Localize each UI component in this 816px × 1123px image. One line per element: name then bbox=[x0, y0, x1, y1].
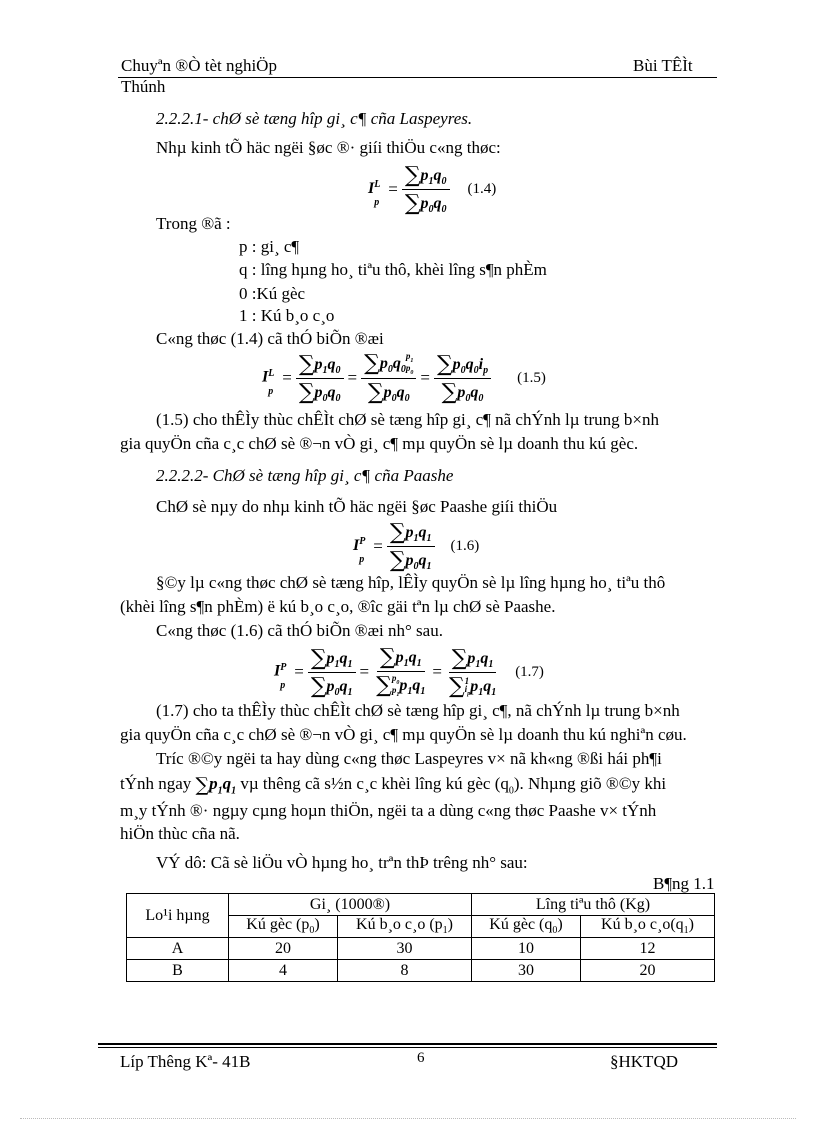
formula-1-6-transform-intro: C«ng thøc (1.6) cã thÓ biÕn ®æi nh° sau. bbox=[156, 621, 443, 640]
footer-rule-thin bbox=[98, 1047, 717, 1048]
equation-1-5: I L p = $\frac{\sum p_1q_0}{\sum p_0q_0}$ = $\sum p_0q_0$ $p_1$ $p_0$ $\sum p_0q_0$ = $\frac{\sum p_0q_0i_p}{\sum p_0q_0}$ (1.5) bbox=[262, 350, 546, 406]
trong-do-label: Trong ®ã : bbox=[156, 214, 231, 233]
example-intro: VÝ dô: Cã sè liÖu vÒ hµng ho¸ trªn thÞ trêng nh° sau: bbox=[156, 853, 528, 872]
history-paragraph-line2-start: tÝnh ngay bbox=[120, 774, 192, 793]
equation-1-4-number: (1.4) bbox=[467, 181, 497, 197]
header-price-group: Gi¸ (1000®) bbox=[229, 894, 472, 916]
table-row bbox=[127, 938, 715, 960]
footer-rule-thick bbox=[98, 1043, 717, 1045]
equation-1-7: I P p = $\frac{\sum p_1q_1}{\sum p_0q_1}$ = $\sum p_1q_1$ ∑ $p_0$ $p_1$ $p_1q_1$ = $\sum p_1q_1$ ∑ 1 $i_p$ $p_1q_1$ (1.7) bbox=[274, 645, 544, 699]
definition-q: q : lîng hµng ho¸ tiªu thô, khèi lîng s¶n phÈm bbox=[239, 260, 547, 279]
history-paragraph-line3: m¸y tÝnh ®· ngµy cµng hoµn thiÖn, ngëi ta a dùng c«ng thøc Paashe v× tÝnh bbox=[120, 801, 657, 820]
history-paragraph-line1: Tríc ®©y ngëi ta hay dùng c«ng thøc Laspeyres v× nã kh«ng ®ßi hái ph¶i bbox=[156, 749, 662, 768]
table-row bbox=[127, 960, 715, 982]
row-b-item: B bbox=[127, 960, 229, 982]
paragraph-1-7-line2: gia quyÖn cña c¸c chØ sè ®¬n vÒ gi¸ c¶ mµ quyÖn sè lµ doanh thu kú nghiªn cøu. bbox=[120, 725, 687, 744]
header-title: Chuyªn ®Ò tèt nghiÖp bbox=[121, 56, 277, 75]
header-author-continuation: Thúnh bbox=[121, 77, 166, 96]
paashe-intro: ChØ sè nµy do nhµ kinh tÕ häc ngëi §øc Paashe giíi thiÖu bbox=[156, 497, 558, 516]
header-item: Lo¹i hµng bbox=[127, 894, 229, 938]
paashe-paragraph-line1: §©y lµ c«ng thøc chØ sè tæng hîp, lÊÌy quyÖn sè lµ lîng hµng ho¸ tiªu thô bbox=[156, 573, 666, 592]
price-quantity-table bbox=[126, 893, 715, 982]
subscript-0: 0 bbox=[508, 785, 514, 797]
row-a-p1: 30 bbox=[338, 938, 472, 960]
footer-university: §HKTQD bbox=[610, 1052, 678, 1071]
history-paragraph-line2 bbox=[120, 773, 666, 802]
history-paragraph-line2-end: ). Nhµng giõ ®©y khi bbox=[513, 774, 667, 793]
equation-1-5-number: (1.5) bbox=[517, 369, 546, 386]
page-number: 6 bbox=[417, 1050, 425, 1066]
equation-1-4-fraction: $\frac{\sum p_1q_0}{\sum p_0q_0}$ bbox=[402, 163, 450, 216]
equation-1-6-number: (1.6) bbox=[450, 538, 480, 554]
row-a-q1: 12 bbox=[581, 938, 715, 960]
table-caption: B¶ng 1.1 bbox=[653, 874, 715, 893]
header-quantity-group: Lîng tiªu thô (Kg) bbox=[472, 894, 715, 916]
header-q0: Kú gèc $(q_0)$ bbox=[472, 916, 581, 938]
definition-p: p : gi¸ c¶ bbox=[239, 237, 300, 256]
formula-1-4-transform-intro: C«ng thøc (1.4) cã thÓ biÕn ®æi bbox=[156, 329, 384, 348]
equation-1-6: I P p = $\frac{\sum p_1q_1}{\sum p_0q_1}$ (1.6) bbox=[353, 520, 480, 573]
paragraph-1-7-line1: (1.7) cho ta thÊÌy thùc chÊÌt chØ sè tæng hîp gi¸ c¶, nã chÝnh lµ trung b×nh bbox=[156, 701, 680, 720]
history-paragraph-line2-middle: vµ thêng cã s½n c¸c khèi lîng kú gèc (q bbox=[240, 774, 509, 793]
equation-1-7-number: (1.7) bbox=[515, 663, 544, 680]
header-p0: Kú gèc $(p_0)$ bbox=[229, 916, 338, 938]
laspeyres-intro: Nhµ kinh tÕ häc ngëi §øc ®· giíi thiÖu c«ng thøc: bbox=[156, 138, 501, 157]
row-b-q0: 30 bbox=[472, 960, 581, 982]
inline-sum-p1q1: $\sum p_1q_1$ bbox=[195, 774, 237, 797]
header-p1: Kú b¸o c¸o $(p_1)$ bbox=[338, 916, 472, 938]
header-rule bbox=[118, 77, 717, 78]
page-edge bbox=[20, 1118, 796, 1119]
paashe-paragraph-line2: (khèi lîng s¶n phÈm) ë kú b¸o c¸o, ®îc gäi tªn lµ chØ sè Paashe. bbox=[120, 597, 556, 616]
row-a-item: A bbox=[127, 938, 229, 960]
row-b-q1: 20 bbox=[581, 960, 715, 982]
row-b-p1: 8 bbox=[338, 960, 472, 982]
header-q1: Kú b¸o $c¸o(q_1)$ bbox=[581, 916, 715, 938]
history-paragraph-line4: hiÖn thùc cña nã. bbox=[120, 824, 240, 843]
header-author: Bùi TÊÌt bbox=[633, 56, 693, 75]
footer-class: Líp Thêng Kª- 41B bbox=[120, 1052, 251, 1071]
row-a-p0: 20 bbox=[229, 938, 338, 960]
section-heading-paashe: 2.2.2.2- ChØ sè tæng hîp gi¸ c¶ cña Paashe bbox=[156, 466, 454, 485]
row-b-p0: 4 bbox=[229, 960, 338, 982]
row-a-q0: 10 bbox=[472, 938, 581, 960]
paragraph-1-5-line2: gia quyÖn cña c¸c chØ sè ®¬n vÒ gi¸ c¶ mµ quyÖn sè lµ doanh thu kú gèc. bbox=[120, 434, 639, 453]
equation-1-4: I L p = $\frac{\sum p_1q_0}{\sum p_0q_0}$ (1.4) bbox=[368, 163, 497, 216]
definition-0: 0 :Kú gèc bbox=[239, 284, 306, 303]
definition-1: 1 : Kú b¸o c¸o bbox=[239, 306, 335, 325]
section-heading-laspeyres: 2.2.2.1- chØ sè tæng hîp gi¸ c¶ cña Laspeyres. bbox=[156, 109, 473, 128]
paragraph-1-5-line1: (1.5) cho thÊÌy thùc chÊÌt chØ sè tæng hîp gi¸ c¶ nã chÝnh lµ trung b×nh bbox=[156, 410, 659, 429]
